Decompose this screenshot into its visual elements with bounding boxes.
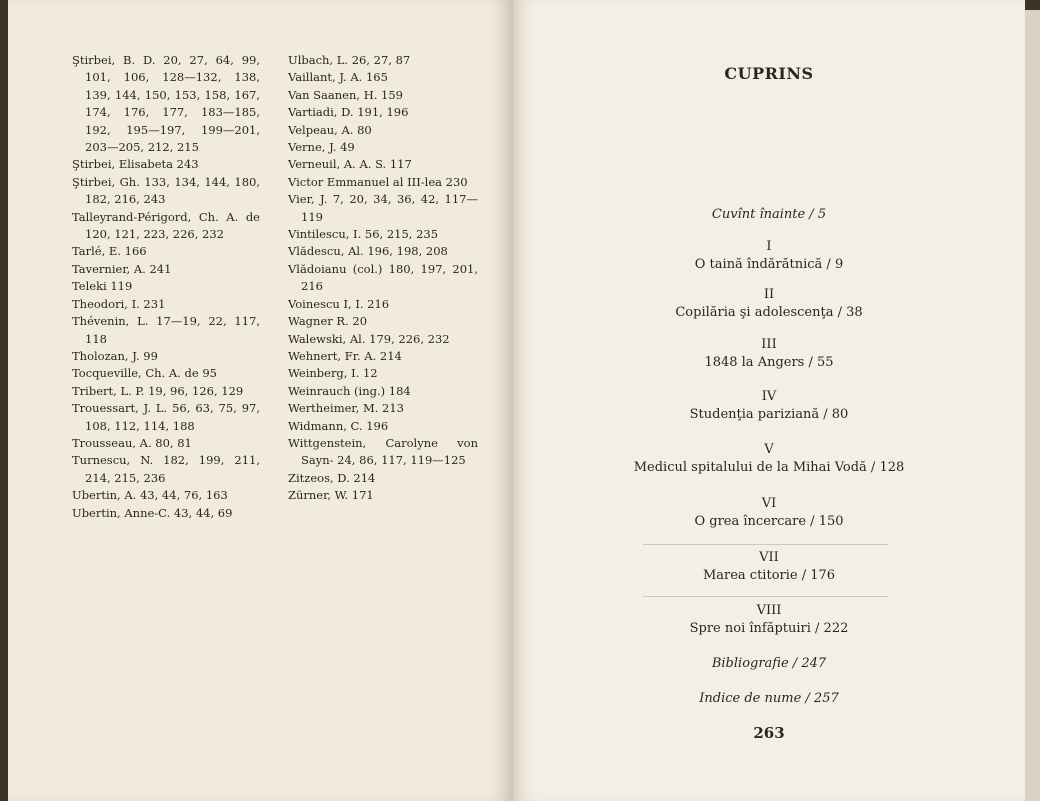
index-entry: Thévenin, L. 17—19, 22, 117, 118: [72, 314, 260, 346]
chapter-title: Marea ctitorie / 176: [702, 568, 836, 583]
index-entry: Tribert, L. P. 19, 96, 126, 129: [72, 383, 244, 398]
chapter-numeral: VI: [761, 496, 777, 511]
index-entry: Verne, J. 49: [288, 140, 355, 155]
index-entry: Wagner R. 20: [288, 314, 368, 329]
index-entry: Verneuil, A. A. S. 117: [288, 157, 412, 172]
index-entry: Ştirbei, Elisabeta 243: [72, 157, 199, 172]
chapter-numeral: VII: [759, 550, 779, 565]
index-column-1: [72, 52, 260, 522]
toc-entry-bibliography: Bibliografie / 247: [711, 656, 827, 671]
toc-entry-name-index: Indice de nume / 257: [699, 691, 839, 706]
toc-chapter: [513, 388, 1025, 424]
index-entry: Wertheimer, M. 213: [288, 401, 404, 416]
toc-chapter: [513, 495, 1025, 531]
index-entry: Trouessart, J. L. 56, 63, 75, 97, 108, 112, 114, 188: [72, 401, 260, 433]
index-entry: Zitzeos, D. 214: [288, 470, 376, 485]
index-entry: Zürner, W. 171: [288, 488, 374, 503]
chapter-title: 1848 la Angers / 55: [704, 355, 834, 370]
index-entry: Weinberg, I. 12: [288, 366, 378, 381]
index-entry: Walewski, Al. 179, 226, 232: [288, 331, 450, 346]
index-entry: Vartiadi, D. 191, 196: [288, 105, 409, 120]
toc-title: CUPRINS: [724, 64, 814, 83]
chapter-numeral: III: [761, 337, 777, 352]
chapter-title: O taină îndărătnică / 9: [694, 257, 844, 272]
right-page: [513, 0, 1025, 801]
index-entry: Widmann, C. 196: [288, 418, 389, 433]
index-entry: Ulbach, L. 26, 27, 87: [288, 53, 411, 67]
index-entry: Vier, J. 7, 20, 34, 36, 42, 117—119: [288, 192, 478, 224]
index-entry: Turnescu, N. 182, 199, 211, 214, 215, 236: [72, 453, 260, 485]
chapter-title: Spre noi înfăptuiri / 222: [689, 621, 849, 636]
page-number: 263: [753, 724, 785, 742]
left-page: [8, 0, 513, 801]
toc-chapter: [513, 286, 1025, 322]
chapter-numeral: IV: [761, 389, 777, 404]
toc-chapter: [513, 441, 1025, 477]
index-entry: Wittgenstein, Carolyne von Sayn- 24, 86, 117, 119—125: [288, 435, 478, 468]
chapter-title: Medicul spitalului de la Mihai Vodă / 128: [633, 460, 905, 475]
index-entry: Tholozan, J. 99: [72, 348, 158, 363]
index-entry: Van Saanen, H. 159: [288, 87, 403, 102]
index-entry: Tavernier, A. 241: [72, 261, 172, 276]
index-column-2: [288, 52, 478, 505]
chapter-numeral: I: [766, 239, 772, 254]
chapter-title: Copilăria şi adolescenţa / 38: [675, 305, 863, 320]
chapter-numeral: II: [763, 287, 775, 302]
toc-chapter: [513, 336, 1025, 372]
index-entry: Ubertin, A. 43, 44, 76, 163: [72, 488, 228, 503]
chapter-numeral: V: [764, 442, 774, 457]
index-entry: Ubertin, Anne-C. 43, 44, 69: [72, 505, 233, 520]
index-entry: Vaillant, J. A. 165: [288, 70, 388, 85]
toc-entry-intro: Cuvînt înainte / 5: [711, 207, 827, 222]
index-entry: Theodori, I. 231: [72, 296, 166, 311]
chapter-title: O grea încercare / 150: [694, 514, 844, 529]
index-entry: Ştirbei, B. D. 20, 27, 64, 99, 101, 106, 128—132, 138, 139, 144, 150, 153, 158, 167, 174, 176, 177, 183—185, 192, 195—197, 199—201, 203—205, 212, 215: [72, 53, 260, 155]
index-entry: Vintilescu, I. 56, 215, 235: [288, 227, 439, 242]
toc-chapter: [513, 238, 1025, 274]
index-entry: Ştirbei, Gh. 133, 134, 144, 180, 182, 216, 243: [72, 174, 260, 207]
toc-chapter: [513, 602, 1025, 638]
divider: [643, 596, 888, 597]
index-entry: Trousseau, A. 80, 81: [72, 435, 192, 450]
toc-chapter: [513, 549, 1025, 585]
index-entry: Weinrauch (ing.) 184: [288, 383, 411, 398]
index-entry: Wehnert, Fr. A. 214: [288, 348, 402, 363]
index-entry: Voinescu I, I. 216: [288, 296, 390, 311]
divider: [643, 544, 888, 545]
chapter-numeral: VIII: [756, 603, 782, 618]
index-entry: Victor Emmanuel al III-lea 230: [288, 174, 468, 189]
index-entry: Tarlé, E. 166: [72, 244, 147, 259]
index-entry: Talleyrand-Périgord, Ch. A. de 120, 121, 223, 226, 232: [72, 209, 260, 242]
page-edge: [1025, 10, 1040, 801]
index-entry: Velpeau, A. 80: [288, 122, 372, 137]
index-entry: Teleki 119: [72, 279, 133, 294]
index-entry: Vlădoianu (col.) 180, 197, 201, 216: [288, 261, 478, 294]
chapter-title: Studenţia pariziană / 80: [689, 407, 849, 422]
index-entry: Vlădescu, Al. 196, 198, 208: [288, 244, 448, 259]
index-entry: Tocqueville, Ch. A. de 95: [72, 366, 217, 381]
